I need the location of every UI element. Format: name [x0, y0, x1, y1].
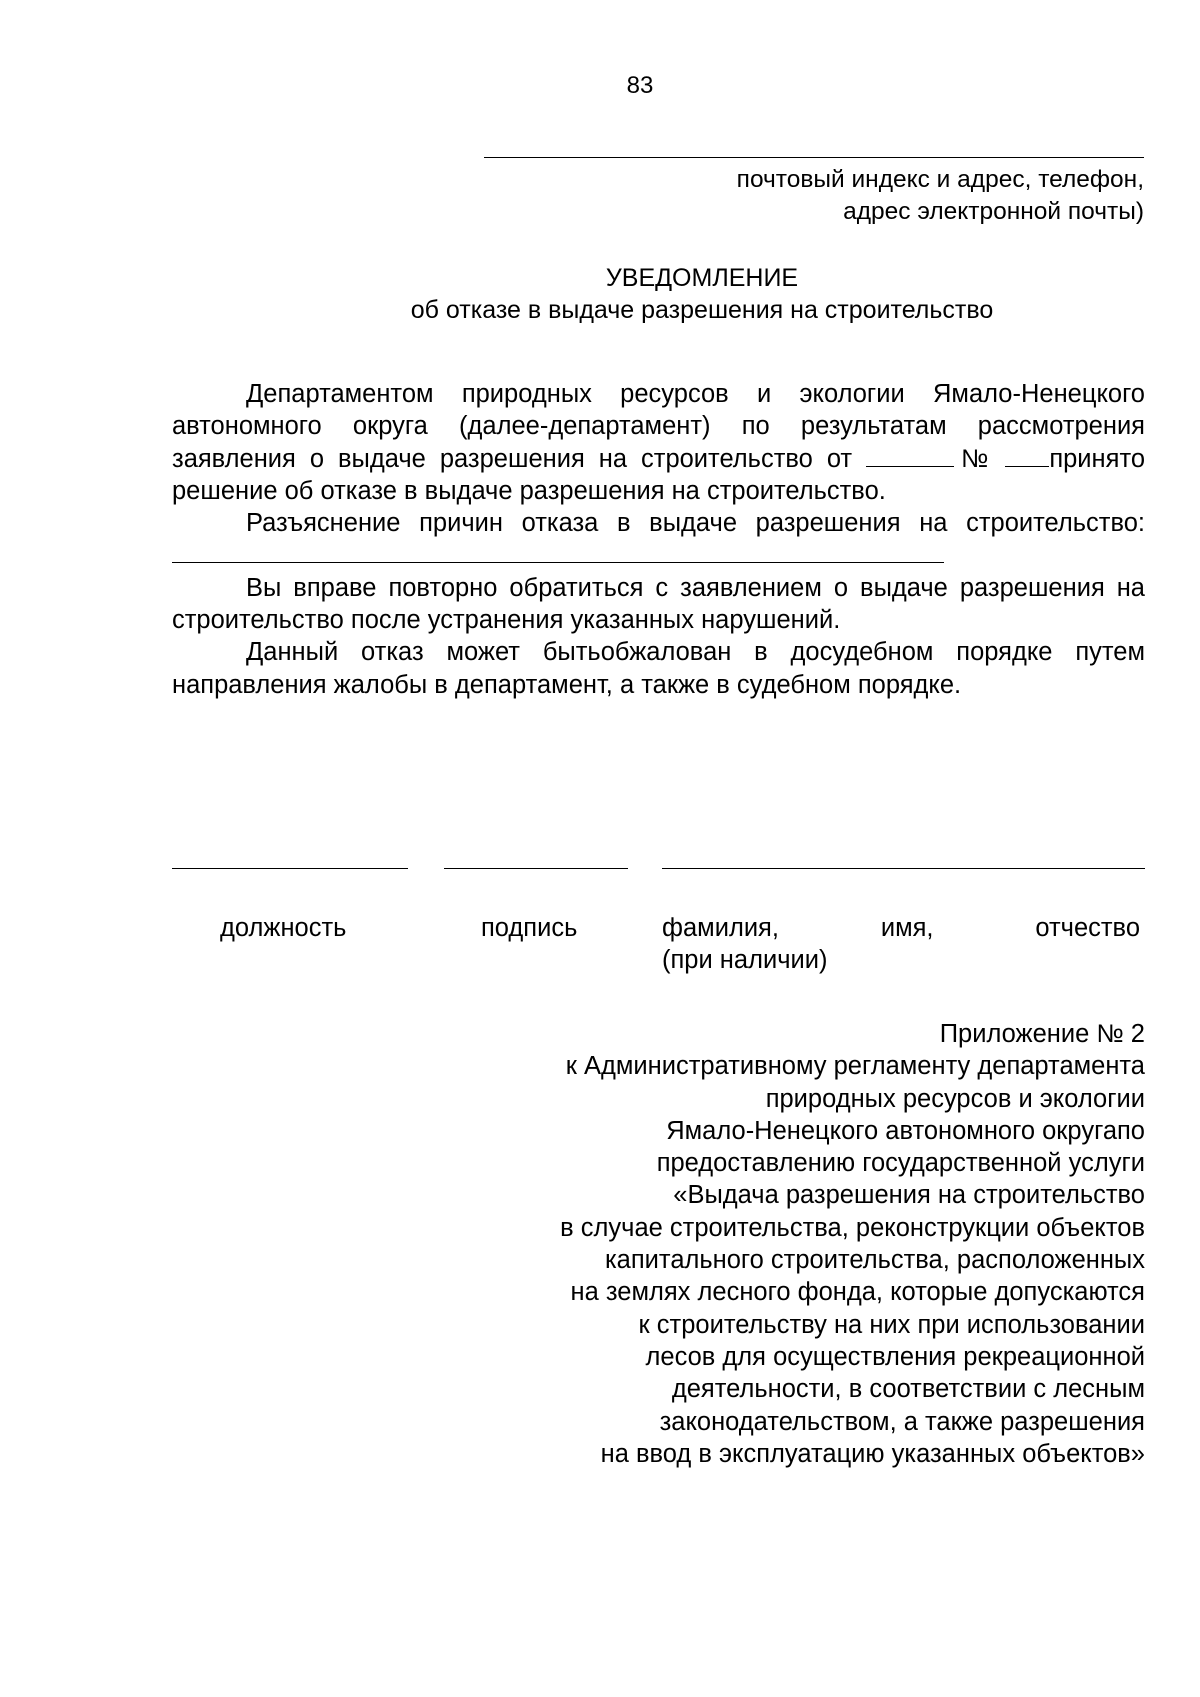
appendix-line: Ямало-Ненецкого автономного округапо: [666, 1116, 1145, 1145]
page-number: 83: [626, 72, 654, 99]
appendix-line: лесов для осуществления рекреационной: [645, 1342, 1145, 1371]
appendix-line: природных ресурсов и экологии: [765, 1084, 1145, 1113]
full-name-line: [662, 868, 1145, 869]
signature-lines: [172, 868, 1145, 870]
paragraph-decision-text-end: принято решение об отказе в выдаче разрешения на строительство.: [172, 444, 1146, 505]
notice-body: [172, 378, 1145, 701]
reason-blank: [172, 540, 944, 563]
appendix-line: деятельности, в соответствии с лесным: [671, 1375, 1145, 1404]
recipient-address-block: [484, 157, 1144, 228]
appendix-line: в случае строительства, реконструкции объектов: [560, 1213, 1145, 1242]
appendix-line: на землях лесного фонда, которые допускаются: [570, 1278, 1145, 1307]
signature-line: [444, 868, 628, 869]
appendix-line: предоставлению государственной услуги: [656, 1149, 1145, 1178]
application-number-blank: [1005, 444, 1049, 467]
address-fill-line: [484, 157, 1144, 158]
position-label: должность: [220, 914, 347, 942]
appendix-line: капитального строительства, расположенных: [604, 1246, 1145, 1275]
paragraph-decision-text: Департаментом природных ресурсов и экологии Ямало-Ненецкого автономного округа (далее-департамент) по результатам рассмотрения заявления о выдаче разрешения на строительство от: [172, 380, 1145, 473]
paragraph-reason: [172, 507, 1145, 572]
paragraph-reason-text: Разъяснение причин отказа в выдаче разрешения на строительство:: [246, 509, 1145, 538]
full-name-word-surname: фамилия,: [662, 914, 779, 942]
full-name-label-note: (при наличии): [662, 946, 828, 975]
position-line: [172, 868, 408, 869]
address-caption-line-2: адрес электронной почты): [843, 198, 1144, 225]
notice-subtitle: об отказе в выдаче разрешения на строительство: [410, 296, 994, 324]
notice-title: УВЕДОМЛЕНИЕ: [605, 264, 799, 292]
full-name-word-name: имя,: [880, 914, 934, 942]
full-name-word-patronymic: отчество: [1035, 914, 1140, 942]
address-caption: [484, 164, 1144, 228]
paragraph-reapply: Вы вправе повторно обратиться с заявлением о выдаче разрешения на строительство после устранения указанных нарушений.: [172, 573, 1145, 635]
appendix-line: к Административному регламенту департамента: [565, 1052, 1145, 1081]
application-date-blank: [866, 444, 954, 467]
address-caption-line-1: почтовый индекс и адрес, телефон,: [736, 166, 1144, 193]
paragraph-appeal: Данный отказ может бытьобжалован в досудебном порядке путем направления жалобы в департамент, а также в судебном порядке.: [172, 638, 1145, 699]
full-name-label-row: [662, 912, 1140, 944]
notice-heading: [292, 262, 1112, 326]
appendix-line: «Выдача разрешения на строительство: [673, 1181, 1145, 1210]
appendix-line: законодательством, а также разрешения: [659, 1407, 1145, 1436]
full-name-label: [662, 912, 1140, 977]
appendix-line: на ввод в эксплуатацию указанных объектов»: [600, 1439, 1145, 1468]
appendix-line: к строительству на них при использовании: [638, 1310, 1145, 1339]
paragraph-decision: [172, 378, 1145, 507]
appendix-line: Приложение № 2: [939, 1020, 1145, 1048]
appendix-heading: [440, 1018, 1145, 1470]
signature-label: подпись: [481, 914, 578, 942]
number-sign: №: [954, 444, 996, 473]
